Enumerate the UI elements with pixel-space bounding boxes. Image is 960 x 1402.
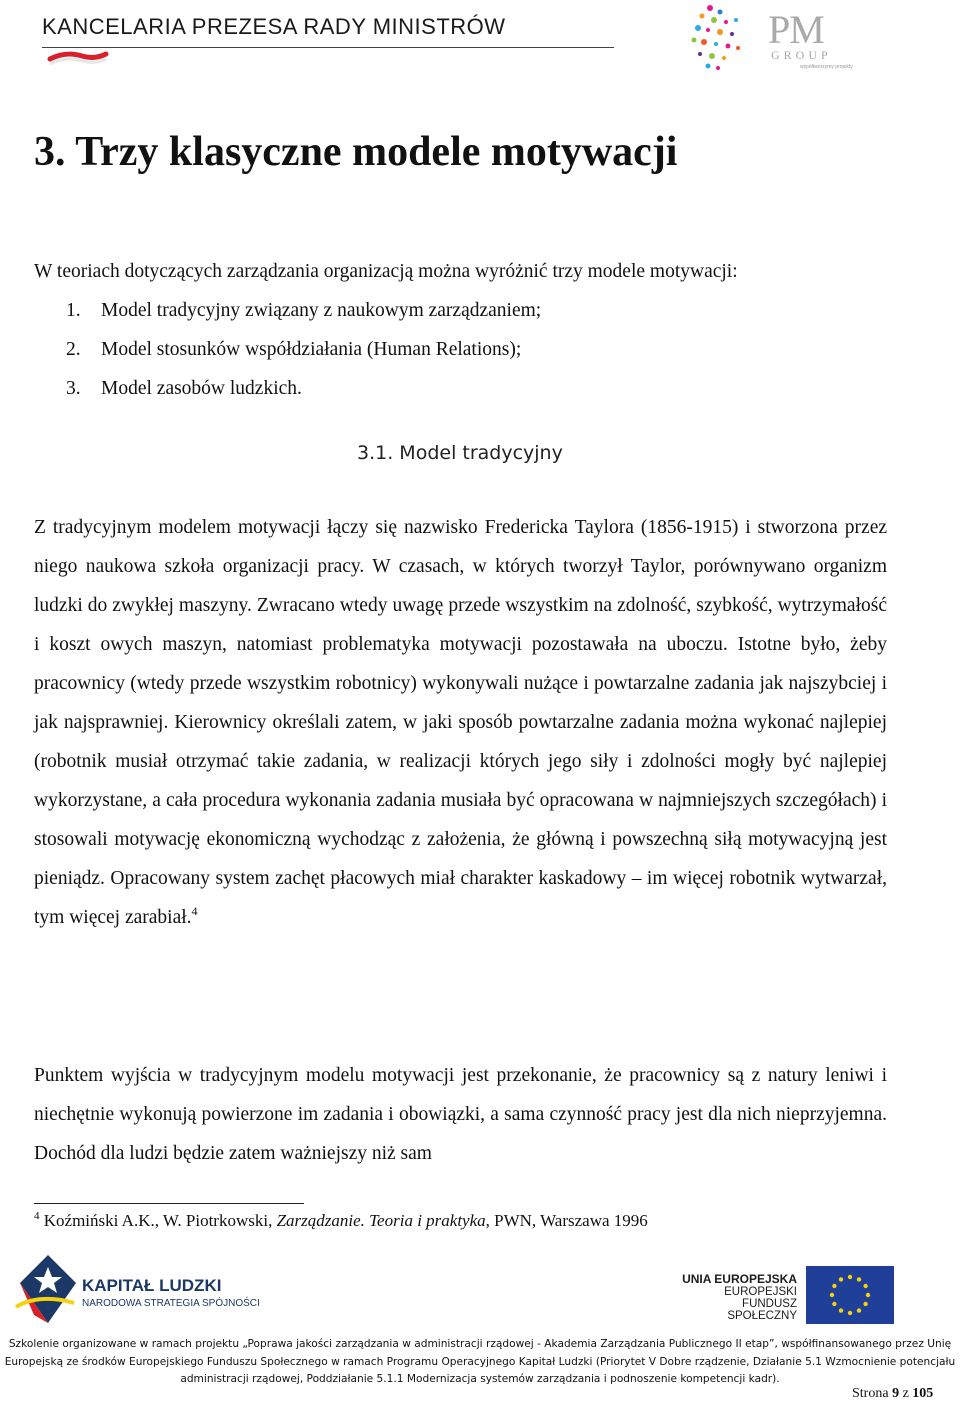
org-title: KANCELARIA PREZESA RADY MINISTRÓW bbox=[42, 14, 506, 39]
section-subheading: 3.1. Model tradycyjny bbox=[357, 442, 563, 464]
polish-flag-ribbon-icon bbox=[42, 50, 192, 68]
page-number: Strona 9 z 105 bbox=[852, 1386, 934, 1401]
kl-subtitle: NARODOWA STRATEGIA SPÓJNOŚCI bbox=[82, 1298, 260, 1309]
list-item: 3. Model zasobów ludzkich. bbox=[66, 378, 302, 399]
models-list bbox=[66, 291, 541, 408]
list-item: 2. Model stosunków współdziałania (Human Relations); bbox=[66, 339, 522, 360]
footnote-ref[interactable]: 4 bbox=[191, 904, 198, 918]
funding-note: Szkolenie organizowane w ramach projektu „Poprawa jakości zarządzania w administracji rządowej - Akademia Zarządzania Publicznego II etap”, współfinansowanego przez Unię Europejską ze środków Europejskiego Funduszu Społecznego w ramach Programu Operacyjnego Kapitał Ludzki (Priorytet V Dobre rządzenie, Działanie 5.1 Wzmocnienie potencjału administracji rządowej, Poddziałanie 5.1.1 Modernizacja systemów zarządzania i podnoszenie kompetencji kadr). bbox=[4, 1338, 956, 1385]
paragraph-1: Z tradycyjnym modelem motywacji łączy się nazwisko Fredericka Taylora (1856-1915) i stworzona przez niego naukowa szkoła organizacji pracy. W czasach, w których tworzył Taylor, porównywano organizm ludzki do zwykłej maszyny. Zwracano wtedy uwagę przede wszystkim na zdolność, szybkość, wytrzymałość i koszt owych maszyn, natomiast problematyka motywacji pozostawała na uboczu. Istotne było, żeby pracownicy (wtedy przede wszystkim robotnicy) wykonywali nużące i powtarzalne zadania jak najszybciej i jak najsprawniej. Kierownicy określali zatem, w jaki sposób powtarzalne zadania można wykonać najlepiej (robotnik musiał otrzymać takie zadania, w realizacji których jego siły i zdolności mogły być najlepiej wykorzystane, a cała procedura wykonania zadania musiała być opracowana w najmniejszych szczegółach) i stosowali motywację ekonomiczną wychodząc z założenia, że główną i powszechną siłą motywacyjną jest pieniądz. Opracowany system zachęt płacowych miał charakter kaskadowy – im więcej robotnik wytwarzał, tym więcej zarabiał.$^4$ bbox=[34, 517, 887, 928]
page-title: 3. Trzy klasyczne modele motywacji bbox=[34, 129, 678, 175]
pm-tagline: współtworzymy projekty bbox=[800, 64, 853, 70]
intro-text: W teoriach dotyczących zarządzania organizacją można wyróżnić trzy modele motywacji: bbox=[34, 261, 738, 282]
kl-title: KAPITAŁ LUDZKI bbox=[82, 1276, 222, 1295]
kapital-ludzki-logo-icon bbox=[14, 1253, 78, 1325]
pm-group-text: GROUP bbox=[771, 48, 832, 62]
footnote: $^4$ Koźmiński A.K., W. Piotrkowski, Zarządzanie. Teoria i praktyka, PWN, Warszawa 1996 bbox=[34, 1210, 648, 1230]
pm-group-logo-icon bbox=[680, 0, 770, 75]
pm-logo-text: PM bbox=[768, 7, 824, 52]
footnote-divider bbox=[34, 1203, 304, 1204]
eu-flag-icon bbox=[806, 1266, 894, 1324]
list-item: 1. Model tradycyjny związany z naukowym zarządzaniem; bbox=[66, 300, 542, 321]
eu-label: UNIA EUROPEJSKA EUROPEJSKI FUNDUSZ SPOŁECZNY bbox=[682, 1272, 797, 1322]
header-divider bbox=[42, 47, 614, 48]
paragraph-2: Punktem wyjścia w tradycyjnym modelu motywacji jest przekonanie, że pracownicy są z natury leniwi i niechętnie wykonują powierzone im zadania i obowiązki, a sama czynność pracy jest dla nich nieprzyjemna. Dochód dla ludzi będzie zatem ważniejszy niż sam bbox=[34, 1065, 887, 1164]
